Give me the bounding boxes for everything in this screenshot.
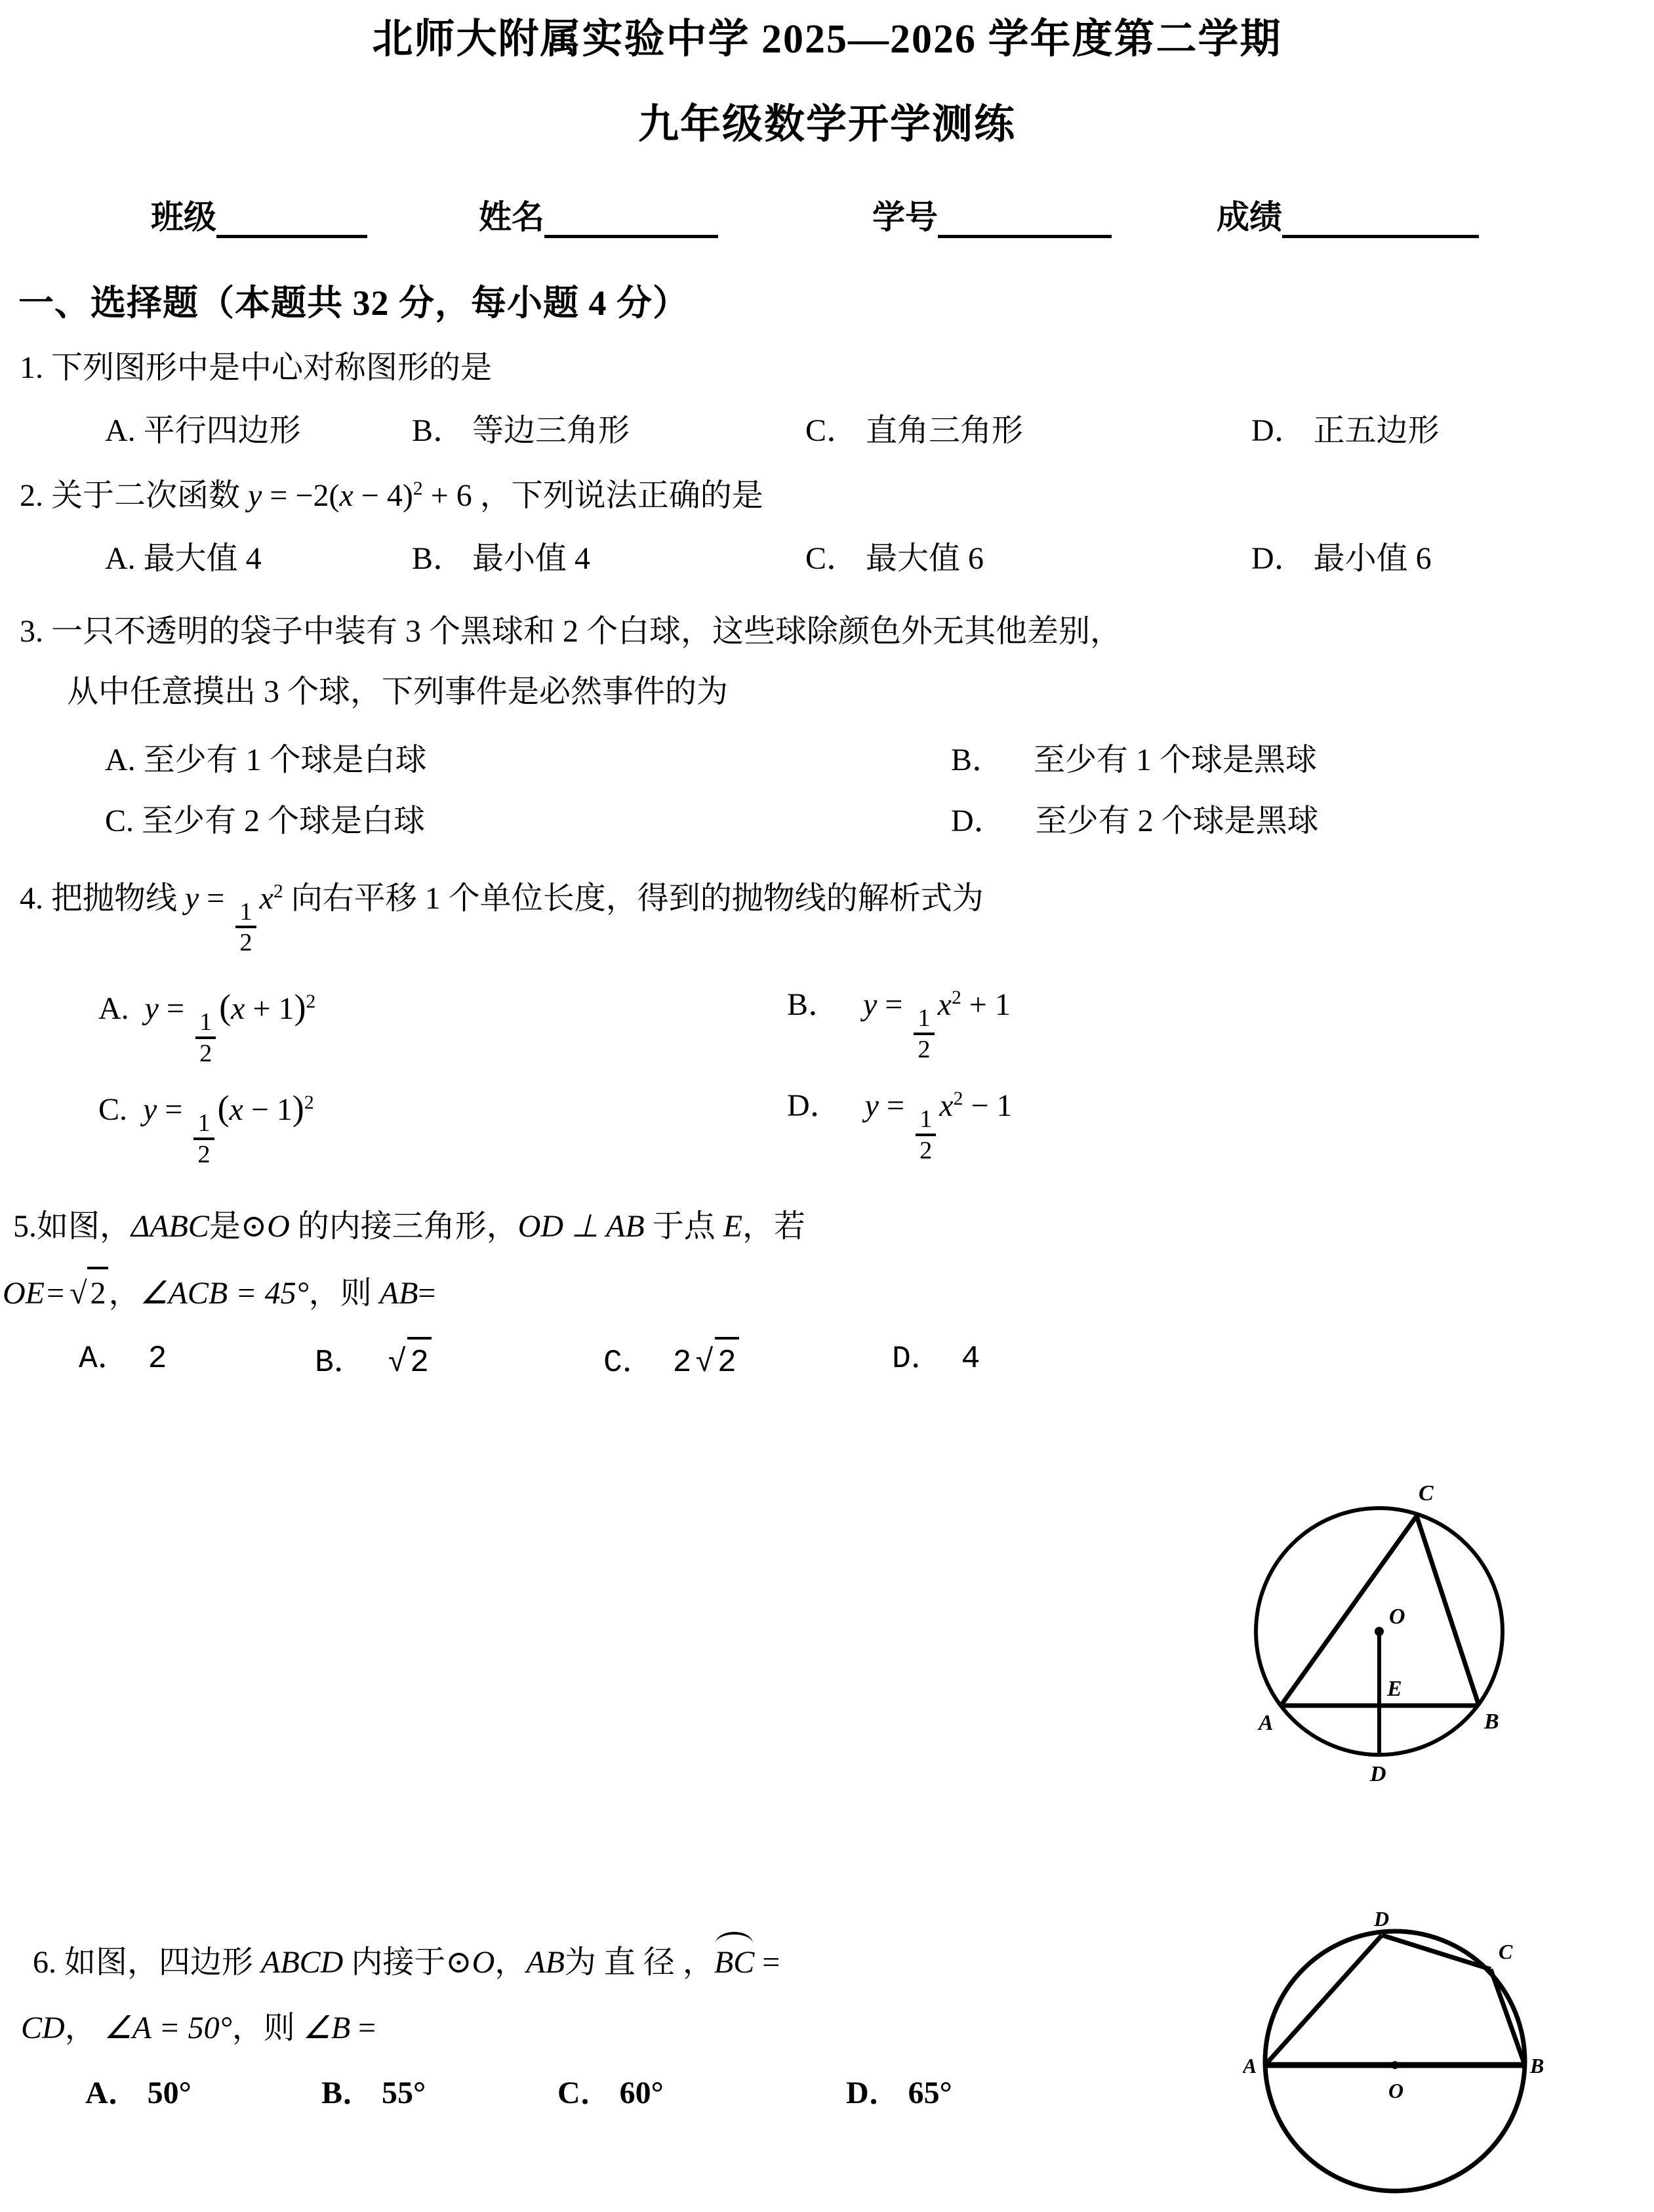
option-letter: D． [1251,413,1306,448]
question-3-number: 3. [20,614,43,649]
option-text: 最小值 4 [472,541,591,576]
field-studentid-label: 学号 [872,199,938,236]
svg-text:A: A [1259,1711,1274,1735]
question-3-option-d[interactable] [951,798,1319,844]
question-6-number: 6. [33,1945,56,1980]
question-3-stem-line1: 一只不透明的袋子中装有 3 个黑球和 2 个白球，这些球除颜色外无其他差别， [51,614,1122,649]
question-6-option-b[interactable] [321,2070,557,2116]
option-text: 65° [908,2076,952,2111]
svg-text:C: C [1419,1481,1434,1505]
field-studentid [872,191,1112,238]
figure-question-6 [1243,1904,1551,2212]
option-text: 等边三角形 [472,413,630,448]
question-2-number: 2. [20,478,43,514]
svg-text:D: D [1374,1907,1390,1931]
option-letter: D． [951,804,1005,839]
question-6-stem-line1: 6. 如图，四边形 ABCD 内接于⊙O，AB为 直 径 ，BC = [33,1940,1017,1986]
question-4 [20,876,1654,1167]
option-letter: B． [321,2076,374,2111]
question-6-options [33,2070,1017,2116]
option-text [384,1345,432,1381]
question-4-number: 4. [20,880,43,916]
question-5-options [13,1337,1654,1387]
question-1-option-b[interactable] [412,408,805,454]
option-letter: C． [805,541,858,576]
option-letter: C. [98,1092,128,1127]
option-letter: A. [105,742,136,777]
question-6-stem-line2: CD， ∠A = 50°，则 ∠B = [21,2010,376,2045]
option-text: 55° [382,2076,426,2111]
question-6-option-d[interactable] [846,2070,952,2116]
option-letter: D． [1251,541,1306,576]
field-name-blank[interactable] [544,210,718,238]
question-4-option-d[interactable] [787,1083,1013,1167]
option-letter: B． [412,413,465,448]
option-text: 4 [961,1342,980,1378]
question-2-option-c[interactable] [805,536,1251,582]
question-2-formula: $y = -2(x - 4)^2 + 6$ [248,478,472,514]
sqrt-icon: √ 2 [66,1267,108,1317]
question-2-option-d[interactable] [1251,536,1432,582]
question-4-option-a[interactable] [98,982,787,1066]
question-3 [20,609,1654,844]
field-class-blank[interactable] [216,210,367,238]
question-4-options-row2 [20,1083,1654,1167]
option-letter: D． [787,1088,841,1123]
arc-bc-notation: BC [714,1940,754,1986]
question-6 [21,1940,1017,2116]
option-text: 50° [147,2076,192,2111]
question-4-stem-post: 向右平移 1 个单位长度，得到的抛物线的解析式为 [291,880,984,916]
sqrt-icon: √ 2 [384,1337,432,1387]
field-score-blank[interactable] [1282,210,1479,238]
option-letter: C． [603,1345,654,1382]
question-5-stem-line1: 5.如图，ΔABC是⊙O 的内接三角形，OD ⊥ AB 于点 E，若 [13,1208,806,1244]
question-1-option-a[interactable] [105,408,412,454]
option-letter: C． [557,2076,612,2111]
page-title-exam: 九年级数学开学测练 [637,102,1016,147]
question-4-stem-pre: 把抛物线 [51,880,178,916]
option-letter: A. [105,413,136,448]
option-formula: y = $\frac{1}{2}$ $x^2 - 1$ [864,1087,1013,1164]
circle-cyclic-quadrilateral-svg [1243,1904,1551,2212]
svg-text:B: B [1530,2054,1544,2078]
question-2-option-b[interactable] [412,536,805,582]
option-formula: y = $\frac{1}{2}$ $(x + 1)^2$ [144,987,316,1067]
field-class-label: 班级 [151,199,216,236]
svg-text:C: C [1499,1940,1513,1963]
field-score [1217,191,1479,238]
option-text: 最大值 6 [866,541,984,576]
question-4-option-b[interactable] [787,982,1011,1066]
option-letter: A. [98,991,129,1026]
question-6-option-a[interactable] [85,2070,321,2116]
option-letter: A． [79,1342,129,1378]
question-1-number: 1. [20,350,43,385]
page-title-school: 北师大附属实验中学 2025—2026 学年度第二学期 [372,17,1282,62]
question-3-option-c[interactable] [105,798,951,844]
question-4-options-row1 [20,982,1654,1066]
option-text: 直角三角形 [866,413,1024,448]
option-text: 最小值 6 [1313,541,1432,576]
field-name [479,191,718,238]
question-1-option-c[interactable] [805,408,1251,454]
question-1 [20,345,1654,453]
option-text: 至少有 2 个球是白球 [142,804,426,839]
circle-inscribed-triangle-svg [1230,1467,1544,1795]
question-2 [20,473,1654,581]
sqrt-icon: √ 2 [691,1337,738,1387]
question-3-option-b[interactable] [951,737,1317,783]
option-letter: B． [315,1345,365,1382]
option-text: 正五边形 [1313,413,1440,448]
option-text: 至少有 1 个球是黑球 [1034,742,1318,777]
exam-page [0,14,1654,2209]
question-1-option-d[interactable] [1251,408,1440,454]
question-1-options [20,408,1654,454]
option-letter: C. [105,804,134,839]
svg-text:O: O [1389,1605,1405,1629]
student-info-row [0,191,1654,238]
question-5-number: 5. [13,1208,37,1244]
option-text: 至少有 1 个球是白球 [143,742,427,777]
option-letter: B． [412,541,465,576]
question-6-option-c[interactable] [557,2070,846,2116]
question-5-stem-line2: OE= √ 2，∠ACB = 45°，则 AB= [3,1267,1654,1317]
question-2-stem-pre: 关于二次函数 [51,478,241,514]
question-3-options-row1 [20,737,1654,783]
option-letter: C． [805,413,858,448]
field-class [151,191,367,238]
option-formula: y = $\frac{1}{2}$ $x^2 + 1$ [863,986,1011,1063]
field-studentid-blank[interactable] [938,210,1112,238]
question-3-stem-line2: 从中任意摸出 3 个球，下列事件是必然事件的为 [67,674,729,709]
option-letter: D． [892,1342,942,1378]
svg-text:E: E [1387,1677,1402,1701]
option-text: 60° [619,2076,664,2111]
option-text: 平行四边形 [143,413,301,448]
option-text: 2 [148,1342,167,1378]
question-2-options [20,536,1654,582]
question-5 [3,1204,1654,1387]
option-text: 最大值 4 [143,541,262,576]
option-text: 2 √ 2 [673,1345,739,1381]
figure-question-5 [1230,1467,1544,1795]
option-letter: A. [105,541,136,576]
question-5-option-a[interactable] [79,1337,315,1387]
question-4-formula: y = $\frac{1}{2}$ $x^2$ [185,880,283,957]
question-2-option-a[interactable] [105,536,412,582]
question-2-stem-post: ，下列说法正确的是 [479,478,763,514]
question-3-option-a[interactable] [105,737,951,783]
svg-text:A: A [1243,2054,1257,2078]
svg-text:B: B [1484,1710,1499,1734]
option-text: 至少有 2 个球是黑球 [1035,804,1319,839]
question-4-option-c[interactable] [98,1083,787,1167]
question-3-options-row2 [20,798,1654,844]
svg-text:O: O [1388,2079,1404,2102]
field-score-label: 成绩 [1217,199,1282,236]
option-letter: B． [951,742,1004,777]
question-5-option-d[interactable] [892,1337,980,1387]
option-letter: B． [787,987,840,1022]
question-5-option-b[interactable] [315,1337,603,1387]
option-letter: A． [85,2076,140,2111]
svg-text:D: D [1370,1762,1386,1786]
section-heading-multiple-choice: 一、选择题（本题共 32 分，每小题 4 分） [18,283,689,323]
question-5-option-c[interactable] [603,1337,892,1387]
question-1-stem: 下列图形中是中心对称图形的是 [51,350,493,385]
field-name-label: 姓名 [479,199,544,236]
option-formula: y = $\frac{1}{2}$ $(x - 1)^2$ [143,1088,314,1168]
option-letter: D． [846,2076,900,2111]
